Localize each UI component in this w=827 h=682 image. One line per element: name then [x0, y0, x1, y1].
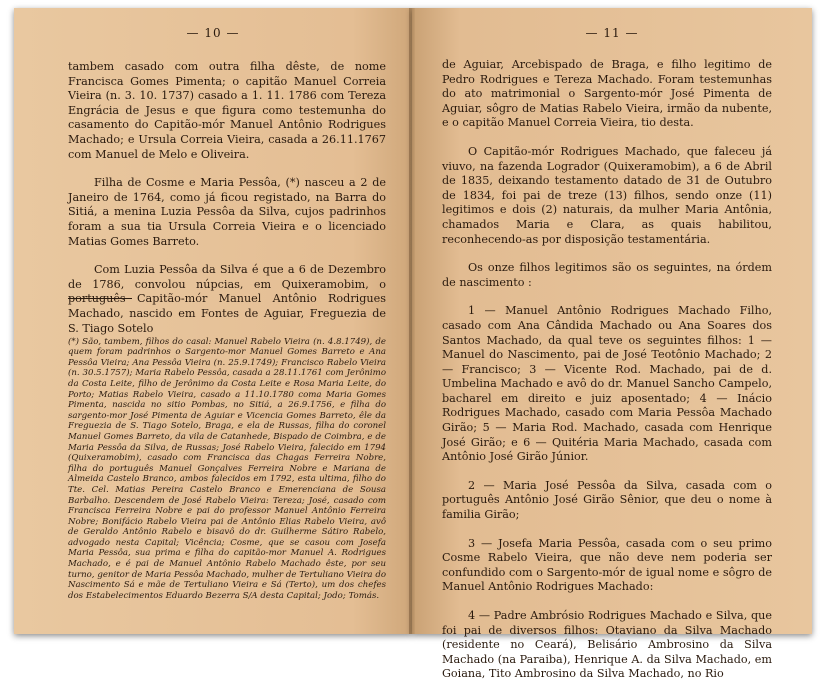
right-page: [412, 8, 812, 681]
paragraph: 1 — Manuel Antônio Rodrigues Machado Filho, casado com Ana Cândida Machado ou Ana Soares dos Santos Machado, da qual teve os seguintes filhos: 1 — Manuel do Nascimento, pai de José Teotônio Machado; 2 — Francisco; 3 — Vicente Rod. Machado, pai de d. Umbelina Machado e avô do dr. Manuel Sancho Campelo, bacharel em direito e juiz aposentado; 4 — Inácio Rodrigues Machado, casado com Maria Pessôa Machado Girão; 5 — Maria Rod. Machado, casada com Henrique José Girão; e 6 — Quitéria Maria Machado, casada com Antônio José Girão Júnior.: [442, 304, 772, 464]
paragraph: Com Luzia Pessôa da Silva é que a 6 de Dezembro de 1786, convolou núpcias, em Quixeramobim, o português Capitão-mór Manuel Antônio Rodrigues Machado, nascido em Fontes de Aguiar, Freguezia de S. Tiago Sotelo: [68, 263, 386, 335]
right-page-body: [442, 58, 772, 682]
paragraph: tambem casado com outra filha dêste, de nome Francisca Gomes Pimenta; o capitão Manuel Correia Vieira (n. 3. 10. 1737) casado a 1. 11. 1786 com Tereza Engrácia de Jesus e que figura como testemunha do casamento do Capitão-mór Manuel Antônio Rodrigues Machado; e Ursula Correia Vieira, casada a 26.11.1767 com Manuel de Melo e Oliveira.: [68, 60, 386, 161]
footnote-divider: [68, 298, 132, 299]
left-page-body: [68, 60, 386, 336]
paragraph: Os onze filhos legitimos são os seguintes, na órdem de nascimento :: [442, 261, 772, 289]
paragraph: 2 — Maria José Pessôa da Silva, casada com o português Antônio José Girão Sênior, que deu o nome à familia Girão;: [442, 478, 772, 522]
page-number-left: — 10 —: [186, 26, 240, 40]
paragraph: 4 — Padre Ambrósio Rodrigues Machado e Silva, que foi pai de diversos filhos: Otaviano da Silva Machado (residente no Ceará), Belisário Ambrosino da Silva Machado (na Paraiba), Henrique A. da Silva Machado, em Goiana, Tito Ambrosino da Silva Machado, no Rio: [442, 609, 772, 681]
paragraph: 3 — Josefa Maria Pessôa, casada com o seu primo Cosme Rabelo Vieira, que não deve nem poderia ser confundido com o Sargento-mór de igual nome e sôgro de Manuel Antônio Rodrigues Machado:: [442, 536, 772, 594]
page-number-right: — 11 —: [585, 26, 639, 40]
paragraph: de Aguiar, Arcebispado de Braga, e filho legitimo de Pedro Rodrigues e Tereza Machado. Foram testemunhas do ato matrimonial o Sargento-mór José Pimenta de Aguiar, sôgro de Matias Rabelo Vieira, irmão da nubente, e o capitão Manuel Correia Vieira, tio desta.: [442, 58, 772, 130]
footnote: (*) São, tambem, filhos do casal: Manuel Rabelo Vieira (n. 4.8.1749), de quem foram padrinhos o Sargento-mor Manuel Gomes Barreto e Ana Pessôa Vieira; Ana Pessôa Vieira (n. 25.9.1749); Francisco Rabelo Vieira (n. 30.5.1757); Maria Rabelo Pessôa, casada a 28.11.1761 com Jerônimo da Costa Leite, filho de Jerônimo da Costa Leite e Rosa Maria Leite, do Porto; Matias Rabelo Vieira, casado a 11.10.1780 coma Maria Gomes Pimenta, nascida no sitio Pombas, no Sitiá, a 26.9.1756, e filha do sargento-mor José Pimenta de Aguiar e Vicencia Gomes Barreto, êle da Freguezia de S. Tiago Sotelo, Braga, e ela de Russas, filha do coronel Manuel Gomes Barreto, da vila de Catanhede, Bispado de Coimbra, e de Maria Pessôa da Silva, de Russas; José Rabelo Vieira, falecido em 1794 (Quixeramobim), casado com Francisca das Chagas Ferreira Nobre, filha do português Manuel Gonçalves Ferreira Nobre e Mariana de Almeida Castelo Branco, ambos falecidos em 1792, esta ultima, filho do Tte. Cel. Matias Pereira Castelo Branco e Emerenciana de Sousa Barbalho. Descendem de José Rabelo Vieira: Tereza; José, casado com Francisca Ferreira Nobre e pai do professor Manuel Antônio Ferreira Nobre; Bonifácio Rabelo Vieira pai de Antônio Elias Rabelo Vieira, avô de Geraldo Antônio Rabelo e bisavô do dr. Guilherme Sátiro Rabelo, advogado nesta Capital; Vicência; Cosme, que se casou com Josefa Maria Pessôa, sua prima e filha do capitão-mor Manuel A. Rodrigues Machado, e é pai de Manuel Antônio Rabelo Machado êste, por seu turno, genitor de Maria Pessôa Machado, mulher de Tertuliano Vieira do Nascimento Sá e mãe de Tertuliano Vieira e Sá (Terto), um dos chefes dos Estabelecimentos Eduardo Bezerra S/A desta Capital; Jodo; Tomás.: [68, 336, 386, 601]
paragraph: Filha de Cosme e Maria Pessôa, (*) nasceu a 2 de Janeiro de 1764, como já ficou registado, na Barra do Sitiá, a menina Luzia Pessôa da Silva, cujos padrinhos foram a sua tia Ursula Correia Vieira e o licenciado Matias Gomes Barreto.: [68, 176, 386, 248]
book-spine: [409, 8, 415, 634]
paragraph: O Capitão-mór Rodrigues Machado, que faleceu já viuvo, na fazenda Logrador (Quixeramobim), a 6 de Abril de 1835, deixando testamento datado de 31 de Outubro de 1834, foi pai de treze (13) filhos, sendo onze (11) legitimos e dois (2) naturais, da mulher Maria Antônia, chamados Maria e Clara, as quais habilitou, reconhecendo-as por disposição testamentária.: [442, 144, 772, 246]
left-page: [14, 8, 412, 634]
